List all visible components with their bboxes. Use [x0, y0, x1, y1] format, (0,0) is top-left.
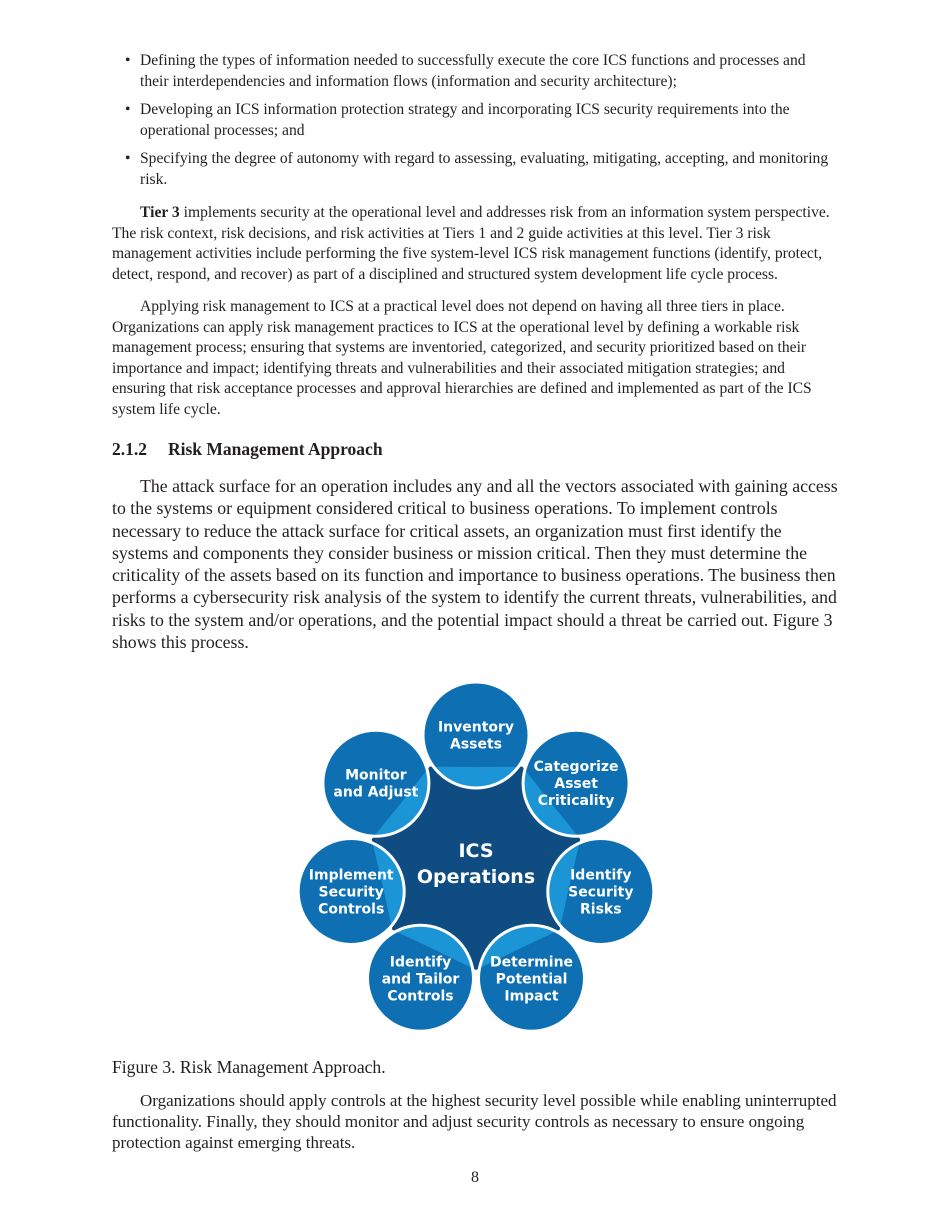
step-label-line: Assets	[449, 736, 503, 753]
bullet-item	[112, 50, 836, 92]
figure-caption: Figure 3. Risk Management Approach.	[112, 1057, 386, 1077]
tier3-label: Tier 3	[140, 204, 180, 221]
step-label-line: and Adjust	[333, 784, 419, 801]
step-label-line: Identify	[570, 867, 632, 884]
applying-paragraph: Applying risk management to ICS at a practical level does not depend on having all three tiers in place. Organizations can apply risk management practices to ICS at the operational level by defining a workable risk management process; ensuring that systems are inventoried, categorized, and security prioritized based on their importance and impact; identifying threats and vulnerabilities and their associated mitigation strategies; and ensuring that risk acceptance processes and approval hierarchies are defined and implemented as part of the ICS system life cycle.	[112, 298, 812, 418]
final-paragraph: Organizations should apply controls at the highest security level possible while enabling uninterrupted functionality. Finally, they should monitor and adjust security controls as necessary to ensure ongoing protection against emerging threats.	[112, 1091, 837, 1152]
bullet-dot: •	[125, 101, 131, 118]
step-label-line: Inventory	[437, 719, 515, 736]
step-label	[333, 768, 418, 801]
step-label-line: Controls	[318, 901, 385, 918]
bullet-text: Defining the types of information needed to successfully execute the core ICS functions and processes and their interdependencies and information flows (information and security architecture);	[140, 52, 806, 90]
bullet-list	[112, 50, 836, 197]
bullet-text: Developing an ICS information protection strategy and incorporating ICS security requirements into the operational processes; and	[140, 101, 790, 139]
center-label-line: ICS	[458, 840, 494, 862]
step-label-line: Risks	[580, 901, 622, 918]
bullet-dot: •	[125, 150, 131, 167]
step-label-line: Criticality	[537, 793, 615, 810]
step-label-line: Impact	[504, 988, 559, 1005]
bullet-item	[112, 99, 836, 141]
section-title: Risk Management Approach	[168, 439, 383, 459]
step-label-line: Categorize	[533, 759, 619, 776]
bullet-dot: •	[125, 52, 131, 69]
step-label-line: Implement	[308, 867, 394, 884]
step-label-line: Security	[568, 884, 634, 901]
step-label-line: Determine	[489, 954, 574, 971]
page-number: 8	[471, 1169, 479, 1186]
center-label-line: Operations	[416, 866, 536, 888]
step-label-line: Controls	[387, 988, 454, 1005]
step-label-line: Security	[318, 884, 384, 901]
section-heading	[112, 439, 383, 460]
step-label	[309, 868, 394, 918]
bullet-item	[112, 148, 836, 190]
step-label-line: Potential	[495, 971, 568, 988]
tier3-text: implements security at the operational level and addresses risk from an information system perspective. The risk context, risk decisions, and risk activities at Tiers 1 and 2 guide activities at this level. Tier 3 risk management activities include performing the five system-level ICS risk management functions (identify, protect, detect, respond, and recover) as part of a disciplined and structured system development life cycle process.	[112, 204, 830, 283]
bullet-text: Specifying the degree of autonomy with regard to assessing, evaluating, mitigating, accepting, and monitoring risk.	[140, 150, 829, 188]
step-label	[382, 954, 460, 1004]
section-number: 2.1.2	[112, 439, 147, 459]
step-label-line: Asset	[554, 776, 598, 793]
risk-management-figure	[280, 668, 670, 1033]
step-label-line: Monitor	[345, 767, 407, 784]
tier3-paragraph	[112, 203, 838, 285]
step-label-line: Identify	[389, 954, 452, 971]
step-label-line: and Tailor	[381, 971, 460, 988]
attack-surface-paragraph: The attack surface for an operation includes any and all the vectors associated with gaining access to the systems or equipment considered critical to business operations. To implement controls necessary to reduce the attack surface for critical assets, an organization must first identify the systems and components they consider business or mission critical. Then they must determine the criticality of the assets based on its function and importance to business operations. The business then performs a cybersecurity risk analysis of the system to identify the current threats, vulnerabilities, and risks to the system and/or operations, and the potential impact should a threat be carried out. Figure 3 shows this process.	[112, 476, 838, 653]
